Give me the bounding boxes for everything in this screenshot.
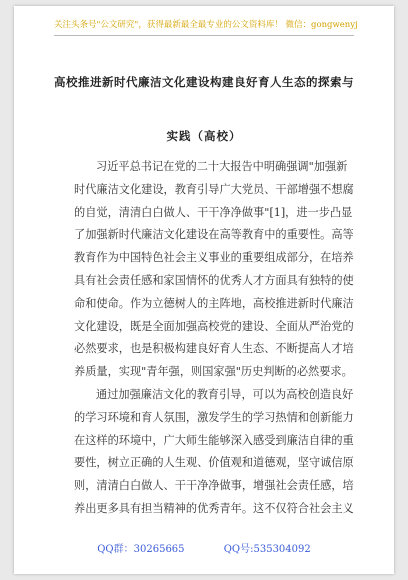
text-line: 文化建设，既是全面加强高校党的建设、全面从严治党的 bbox=[74, 319, 354, 333]
qq-number-link[interactable]: QQ号:535304092 bbox=[223, 544, 311, 555]
document-body bbox=[74, 156, 354, 521]
text-line: 教育作为中国特色社会主义事业的重要组成部分，在培养 bbox=[74, 251, 354, 265]
paragraph-2 bbox=[74, 384, 354, 521]
text-line: 习近平总书记在党的二十大报告中明确强调"加强新 bbox=[96, 160, 348, 173]
document-subtitle: 实践（高校） bbox=[166, 129, 242, 143]
text-line: 养出更多具有担当精神的优秀青年。这不仅符合社会主义 bbox=[74, 501, 354, 515]
document-title: 高校推进新时代廉洁文化建设构建良好育人生态的探索与 bbox=[54, 75, 354, 89]
text-line: 的学习环境和育人氛围，激发学生的学习热情和创新能力 bbox=[74, 410, 354, 424]
text-line: 必然要求，也是积极构建良好育人生态、不断提高人才培 bbox=[74, 342, 354, 356]
text-line: 具有社会责任感和家国情怀的优秀人才方面具有独特的使 bbox=[74, 273, 354, 287]
text-line: 的自觉，清清白白做人、干干净净做事"[1]，进一步凸显 bbox=[74, 205, 353, 219]
page-header: 关注头条号"公文研究"，获得最新最全最专业的公文资料库！ 微信：gongwenyj bbox=[54, 18, 354, 36]
document-page bbox=[14, 6, 394, 574]
text-line: 则，清清白白做人、干干净净做事，增强社会责任感，培 bbox=[74, 479, 354, 493]
text-line: 了加强新时代廉洁文化建设在高等教育中的重要性。高等 bbox=[74, 228, 354, 242]
text-line: 养质量，实现"青年强，则国家强"历史判断的必然要求。 bbox=[74, 365, 353, 379]
qq-group-link[interactable]: QQ群：30265665 bbox=[97, 544, 185, 555]
text-line: 时代廉洁文化建设，教育引导广大党员、干部增强不想腐 bbox=[74, 182, 354, 196]
text-line: 要性，树立正确的人生观、价值观和道德观，坚守诚信原 bbox=[74, 456, 354, 470]
text-line: 命和使命。作为立德树人的主阵地，高校推进新时代廉洁 bbox=[74, 296, 354, 310]
page-footer bbox=[14, 540, 394, 555]
paragraph-1 bbox=[74, 156, 354, 384]
text-line: 通过加强廉洁文化的教育引导，可以为高校创造良好 bbox=[96, 387, 354, 401]
text-line: 在这样的环境中，广大师生能够深入感受到廉洁自律的重 bbox=[74, 433, 354, 447]
